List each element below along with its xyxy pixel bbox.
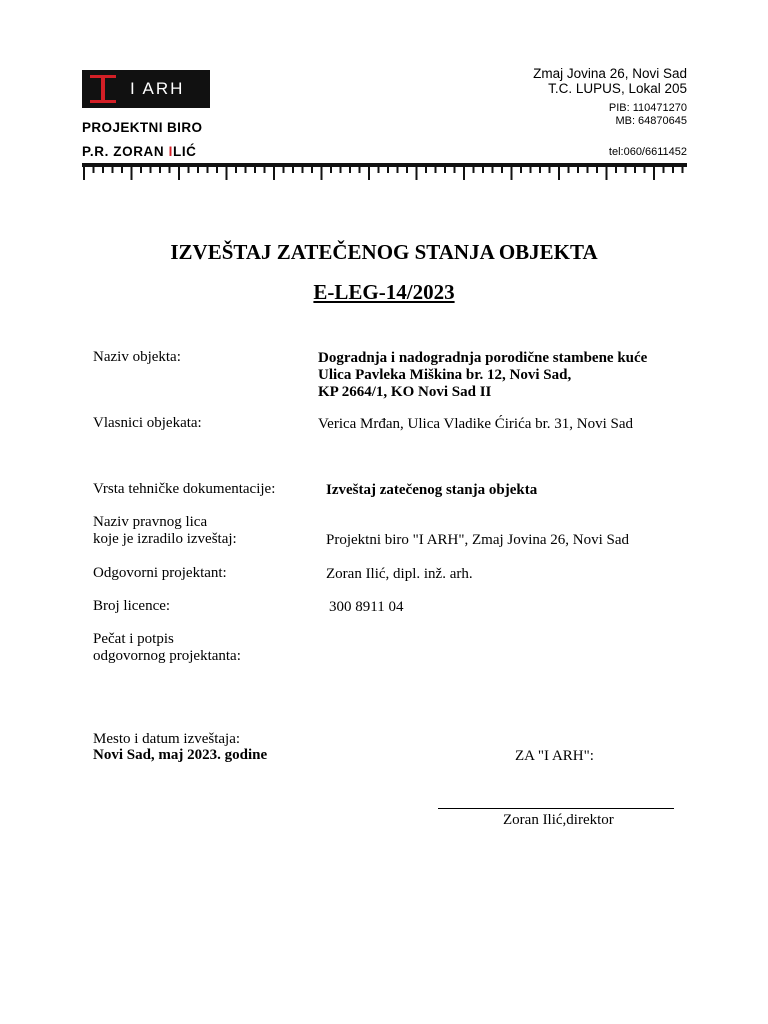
pravno-lice-label-line2: koje je izradilo izveštaj: [93,531,237,547]
company-address: Zmaj Jovina 26, Novi Sad [533,66,687,81]
document-number: E-LEG-14/2023 [313,280,455,304]
pecat-label: Pečat i potpis [93,631,174,647]
naziv-objekta-line3: KP 2664/1, KO Novi Sad II [318,384,492,400]
naziv-objekta-label: Naziv objekta: [93,349,181,365]
company-mb: MB: 64870645 [615,115,687,127]
company-type: PROJEKTNI BIRO [82,120,203,135]
vrsta-dokumentacije-value: Izveštaj zatečenog stanja objekta [326,482,538,498]
projektant-value: Zoran Ilić, dipl. inž. arh. [326,566,473,582]
signatory-name: Zoran Ilić,direktor [503,812,614,828]
naziv-objekta-line2: Ulica Pavleka Miškina br. 12, Novi Sad, [318,367,572,383]
company-address-line2: T.C. LUPUS, Lokal 205 [548,81,687,96]
naziv-objekta-line1: Dogradnja i nadogradnja porodične stambene kuće [318,350,648,366]
mesto-datum-label: Mesto i datum izveštaja: [93,731,241,747]
pravno-lice-label: Naziv pravnog lica [93,514,208,530]
licenca-value: 300 8911 04 [329,599,404,615]
za-company-label: ZA "I ARH": [515,748,594,764]
document-title: IZVEŠTAJ ZATEČENOG STANJA OBJEKTA [170,240,598,264]
signature-line [438,808,674,809]
logo-text: I ARH [130,79,185,98]
licenca-label: Broj licence: [93,598,171,614]
pecat-label-line2: odgovornog projektanta: [93,648,241,664]
ruler-decoration-icon [82,161,687,181]
vlasnici-value: Verica Mrđan, Ulica Vladike Ćirića br. 31, Novi Sad [318,416,634,432]
company-pib: PIB: 110471270 [608,102,687,114]
logo-i-mark-icon [90,75,116,103]
mesto-datum-value: Novi Sad, maj 2023. godine [93,747,268,763]
company-owner: P.R. ZORAN ILIĆ [82,144,197,159]
vrsta-dokumentacije-label: Vrsta tehničke dokumentacije: [93,481,276,497]
projektant-label: Odgovorni projektant: [93,565,227,581]
pravno-lice-value: Projektni biro "I ARH", Zmaj Jovina 26, Novi Sad [326,532,630,548]
letterhead [78,60,703,182]
company-logo [82,70,210,108]
vlasnici-label: Vlasnici objekata: [93,415,202,431]
company-phone: tel:060/6611452 [608,146,687,158]
